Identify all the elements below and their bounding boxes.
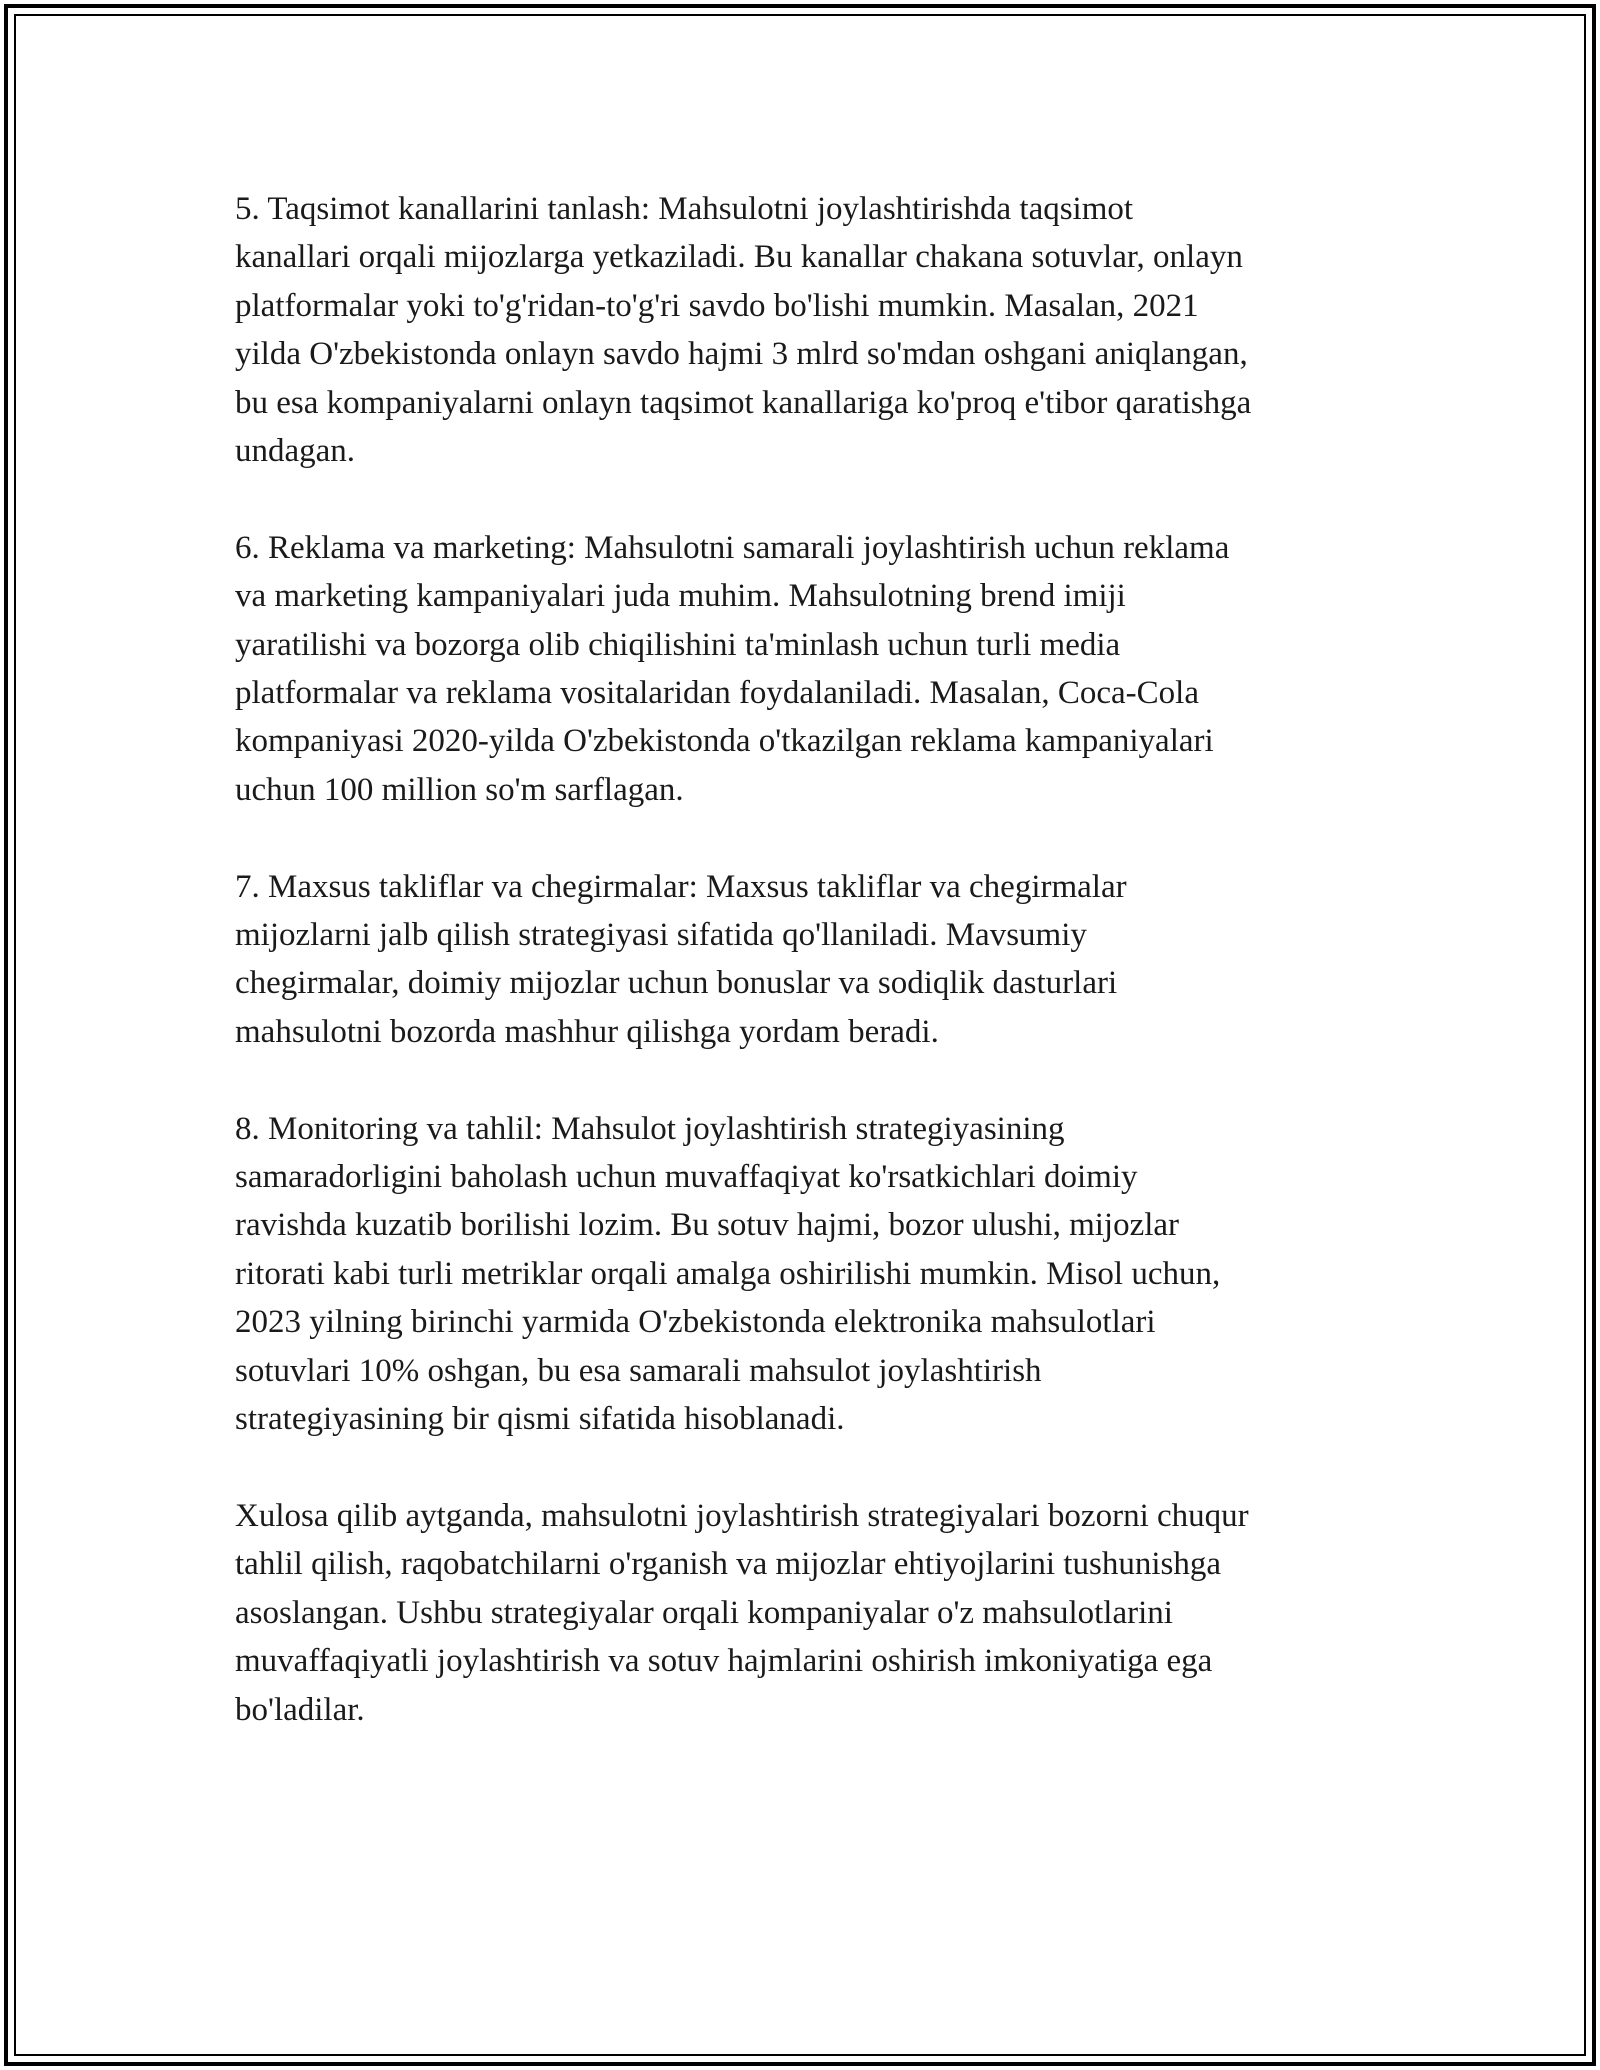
paragraph-taqsimot-kanallari: 5. Taqsimot kanallarini tanlash: Mahsulotni joylashtirishda taqsimot kanallari orqali mijozlarga yetkaziladi. Bu kanallar chakana sotuvlar, onlayn platformalar yoki to'g'ridan-to'g'ri savdo bo'lishi mumkin. Masalan, 2021 yilda O'zbekistonda onlayn savdo hajmi 3 mlrd so'mdan oshgani aniqlangan, bu esa kompaniyalarni onlayn taqsimot kanallariga ko'proq e'tibor qaratishga undagan.	[235, 191, 1252, 470]
document-body	[235, 185, 1385, 1782]
paragraph-xulosa: Xulosa qilib aytganda, mahsulotni joylashtirish strategiyalari bozorni chuqur tahlil qilish, raqobatchilarni o'rganish va mijozlar ehtiyojlarini tushunishga asoslangan. Ushbu strategiyalar orqali kompaniyalar o'z mahsulotlarini muvaffaqiyatli joylashtirish va sotuv hajmlarini oshirish imkoniyatiga ega bo'ladilar.	[235, 1497, 1249, 1728]
paragraph-maxsus-takliflar: 7. Maxsus takliflar va chegirmalar: Maxsus takliflar va chegirmalar mijozlarni jalb qilish strategiyasi sifatida qo'llaniladi. Mavsumiy chegirmalar, doimiy mijozlar uchun bonuslar va sodiqlik dasturlari mahsulotni bozorda mashhur qilishga yordam beradi.	[235, 868, 1127, 1050]
paragraph-monitoring-tahlil: 8. Monitoring va tahlil: Mahsulot joylashtirish strategiyasining samaradorligini baholash uchun muvaffaqiyat ko'rsatkichlari doimiy ravishda kuzatib borilishi lozim. Bu sotuv hajmi, bozor ulushi, mijozlar ritorati kabi turli metriklar orqali amalga oshirilishi mumkin. Misol uchun, 2023 yilning birinchi yarmida O'zbekistonda elektronika mahsulotlari sotuvlari 10% oshgan, bu esa samarali mahsulot joylashtirish strategiyasining bir qismi sifatida hisoblanadi.	[235, 1110, 1221, 1438]
paragraph-reklama-marketing: 6. Reklama va marketing: Mahsulotni samarali joylashtirish uchun reklama va marketing kampaniyalari juda muhim. Mahsulotning brend imiji yaratilishi va bozorga olib chiqilishini ta'minlash uchun turli media platformalar va reklama vositalaridan foydalaniladi. Masalan, Coca-Cola kompaniyasi 2020-yilda O'zbekistonda o'tkazilgan reklama kampaniyalari uchun 100 million so'm sarflagan.	[235, 529, 1230, 808]
